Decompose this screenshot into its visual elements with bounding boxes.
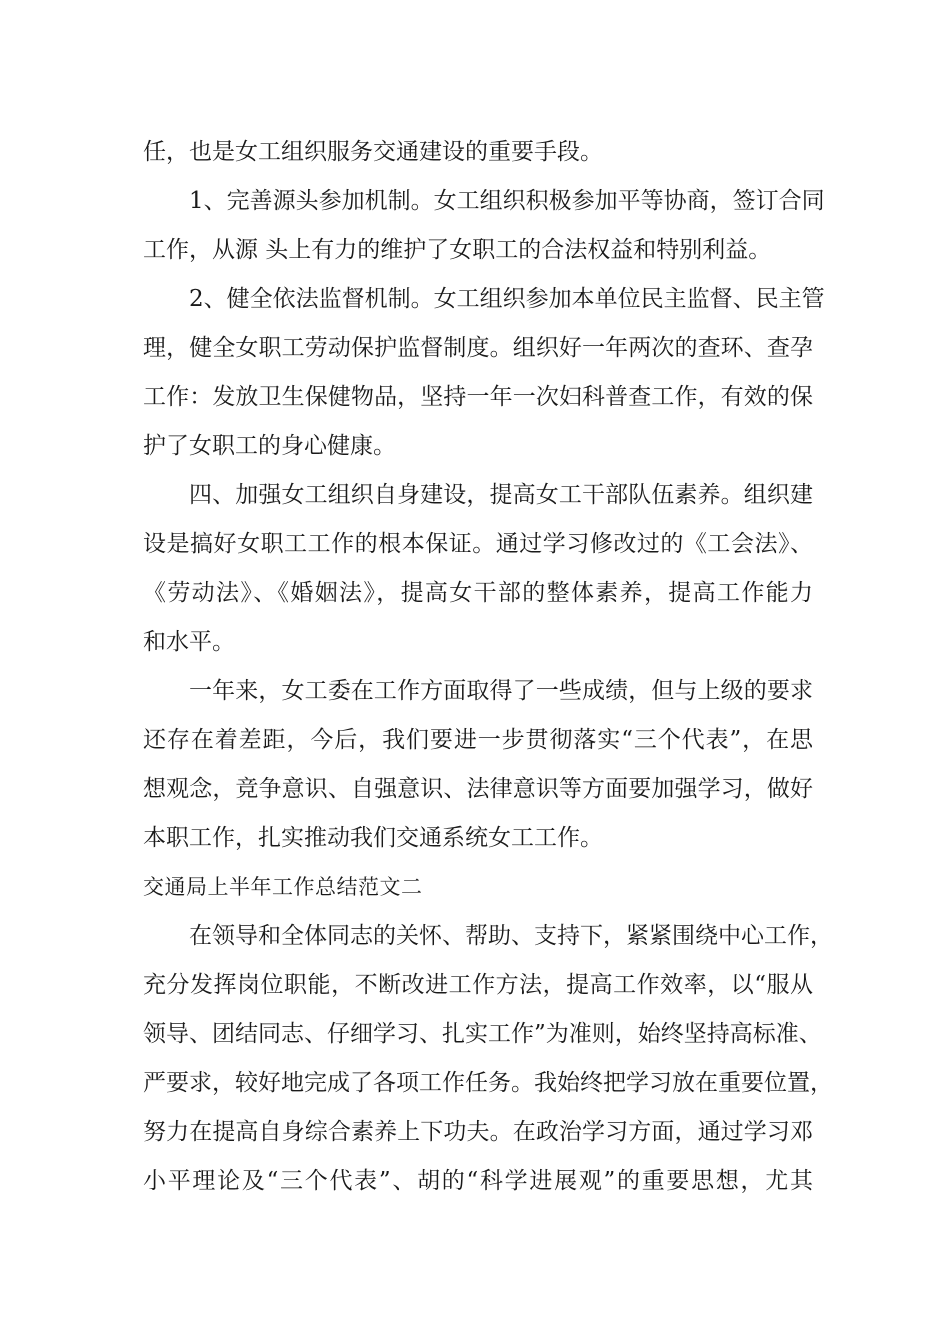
text-line: 理，健全女职工劳动保护监督制度。组织好一年两次的查环、查孕	[143, 335, 813, 361]
text-line: 工作：发放卫生保健物品，坚持一年一次妇科普查工作，有效的保	[143, 384, 813, 410]
text-line: 设是搞好女职工工作的根本保证。通过学习修改过的《工会法》、	[143, 531, 813, 557]
text-line: 任，也是女工组织服务交通建设的重要手段。	[143, 139, 603, 165]
text-line: 2、健全依法监督机制。女工组织参加本单位民主监督、民主管	[189, 286, 825, 312]
text-line: 领导、团结同志、仔细学习、扎实工作”为准则，始终坚持高标准、	[143, 1021, 822, 1047]
text-line: 工作，从源 头上有力的维护了女职工的合法权益和特别利益。	[143, 237, 772, 263]
section-heading: 交通局上半年工作总结范文二	[143, 875, 423, 899]
text-line: 四、加强女工组织自身建设，提高女工干部队伍素养。组织建	[189, 482, 813, 508]
text-line: 想观念，竞争意识、自强意识、法律意识等方面要加强学习，做好	[143, 776, 813, 802]
document-body	[143, 128, 833, 1206]
text-line: 本职工作，扎实推动我们交通系统女工工作。	[143, 825, 603, 851]
text-line: 《劳动法》、《婚姻法》，提高女干部的整体素养，提高工作能力	[143, 580, 813, 606]
text-line: 努力在提高自身综合素养上下功夫。在政治学习方面，通过学习邓	[143, 1119, 813, 1145]
text-line: 1、完善源头参加机制。女工组织积极参加平等协商，签订合同	[189, 188, 825, 214]
text-line: 还存在着差距，今后，我们要进一步贯彻落实“三个代表”，在思	[143, 727, 813, 753]
text-line: 充分发挥岗位职能，不断改进工作方法，提高工作效率，以“服从	[143, 972, 813, 998]
text-line: 严要求，较好地完成了各项工作任务。我始终把学习放在重要位置，	[143, 1070, 833, 1096]
text-line: 一年来，女工委在工作方面取得了一些成绩，但与上级的要求	[189, 678, 813, 704]
text-line: 在领导和全体同志的关怀、帮助、支持下，紧紧围绕中心工作，	[189, 923, 833, 949]
text-line: 护了女职工的身心健康。	[143, 433, 396, 459]
text-line: 小平理论及“三个代表”、胡的“科学进展观”的重要思想，尤其	[143, 1168, 813, 1194]
text-line: 和水平。	[143, 629, 235, 655]
